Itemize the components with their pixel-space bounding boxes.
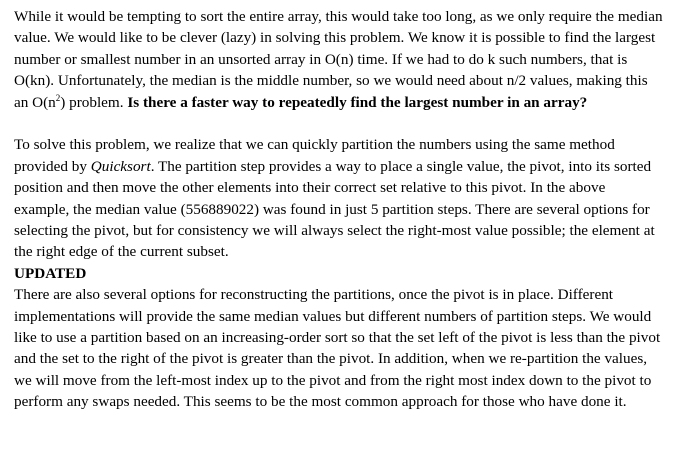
- document-body: [14, 6, 664, 413]
- paragraph-partition: [14, 134, 664, 262]
- paragraph-median-intro: [14, 6, 664, 113]
- bold-question: Is there a faster way to repeatedly find the largest number in an array?: [127, 93, 588, 111]
- paragraph-spacer: [14, 113, 664, 134]
- paragraph-reconstruction: There are also several options for reconstructing the partitions, once the pivot is in place. Different implementations will provide the same median values but different numbers of partition steps. We would like to use a partition based on an increasing-order sort so that the set left of the pivot is less than the pivot and the set to the right of the pivot is greater than the pivot. In addition, when we re-partition the values, we will move from the left-most index up to the pivot and from the right most index down to the pivot to perform any swaps needed. This seems to be the most common approach for those who have done it.: [14, 286, 661, 411]
- paragraph-partition-text: To solve this problem, we realize that we can quickly partition the numbers using the same method provided by: [14, 136, 615, 175]
- exponent-superscript: 2: [55, 92, 61, 103]
- paragraph-median-intro-text-end: ) problem.: [60, 93, 128, 111]
- paragraph-partition-text-end: . The partition step provides a way to place a single value, the pivot, into its sorted position and then move the other elements into their correct set relative to this pivot. In the above example, the median value (556889022) was found in just 5 partition steps. There are several options for selecting the pivot, but for consistency we will always select the right-most value possible; the element at the right edge of the current subset.: [14, 157, 655, 261]
- updated-heading: UPDATED: [14, 264, 87, 282]
- paragraph-median-intro-text: While it would be tempting to sort the entire array, this would take too long, as we only require the median value. We would like to be clever (lazy) in solving this problem. We know it is possible to find the largest number or smallest number in an unsorted array in O(n) time. If we had to do k such numbers, that is O(kn). Unfortunately, the median is the middle number, so we would need about n/2 values, making this an O(n: [14, 8, 663, 111]
- quicksort-italic: Quicksort: [90, 157, 151, 175]
